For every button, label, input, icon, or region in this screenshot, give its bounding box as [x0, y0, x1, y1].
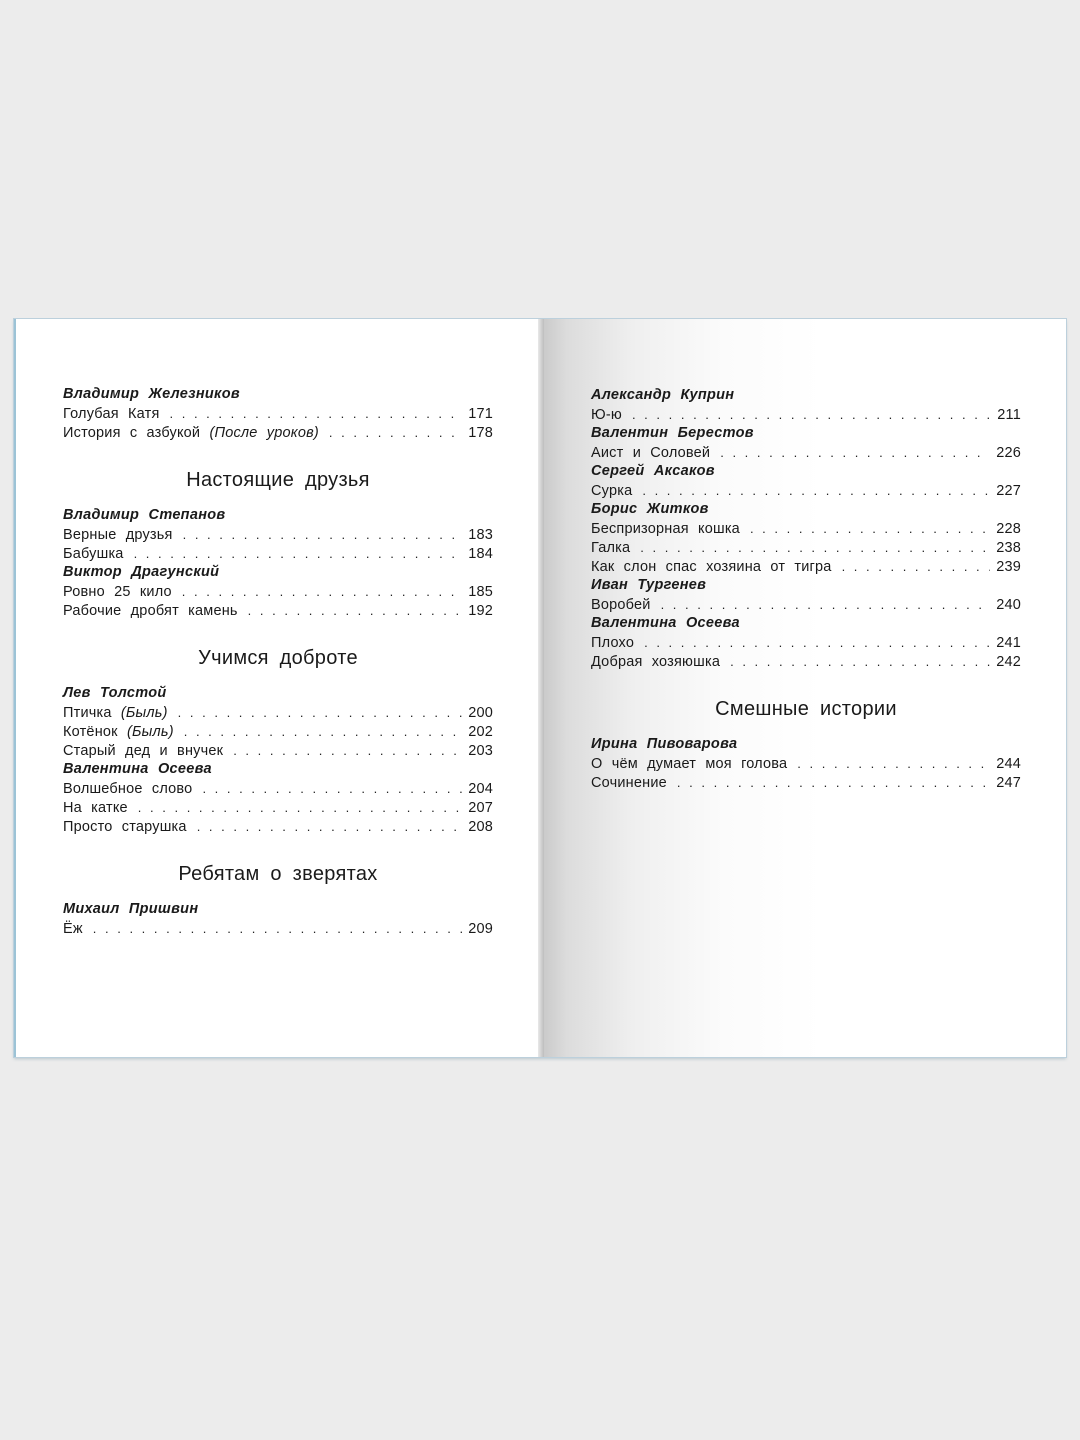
- toc-entry: [63, 544, 493, 563]
- entry-title: Волшебное слово: [63, 781, 193, 797]
- entry-title: Старый дед и внучек: [63, 743, 224, 759]
- toc-group: [63, 760, 493, 836]
- toc-entry: [591, 481, 1021, 500]
- leader-dots: [661, 595, 991, 614]
- author-name: Борис Житков: [591, 501, 709, 517]
- entry-title: Верные друзья: [63, 527, 173, 543]
- page-number: 226: [996, 445, 1021, 461]
- leader-dots: [640, 538, 990, 557]
- entry-title: Просто старушка: [63, 819, 187, 835]
- page-number: 185: [468, 584, 493, 600]
- leader-dots: [138, 798, 462, 817]
- entry-title: Ёж: [63, 921, 83, 937]
- author-name: Сергей Аксаков: [591, 463, 715, 479]
- author-name: Валентина Осеева: [63, 761, 212, 777]
- leader-dots: [197, 817, 463, 836]
- leader-dots: [93, 919, 462, 938]
- entry-title: О чём думает моя голова: [591, 756, 788, 772]
- entry-title: Сочинение: [591, 775, 667, 791]
- toc-group: [591, 614, 1021, 671]
- leader-dots: [178, 703, 463, 722]
- page-number: 200: [468, 705, 493, 721]
- entry-title: На катке: [63, 800, 128, 816]
- author-name: Виктор Драгунский: [63, 564, 220, 580]
- page-number: 239: [996, 559, 1021, 575]
- page-number: 203: [468, 743, 493, 759]
- leader-dots: [134, 544, 463, 563]
- page-number: 241: [996, 635, 1021, 651]
- page-number: 240: [996, 597, 1021, 613]
- page-number: 171: [468, 406, 493, 422]
- toc-entry: [591, 652, 1021, 671]
- leader-dots: [720, 443, 990, 462]
- toc-group: [63, 506, 493, 563]
- page-number: 211: [997, 407, 1021, 423]
- entry-title: Ровно 25 кило: [63, 584, 172, 600]
- page-number: 238: [996, 540, 1021, 556]
- toc-entry: [591, 595, 1021, 614]
- entry-title: Как слон спас хозяина от тигра: [591, 559, 832, 575]
- toc-group: [63, 563, 493, 620]
- toc-entry: [591, 443, 1021, 462]
- author-name: Валентин Берестов: [591, 425, 754, 441]
- toc-entry: [63, 722, 493, 741]
- right-toc-column: [591, 386, 1021, 792]
- author-name: Михаил Пришвин: [63, 901, 199, 917]
- page-number: 247: [996, 775, 1021, 791]
- author-name: Иван Тургенев: [591, 577, 707, 593]
- leader-dots: [730, 652, 990, 671]
- entry-title: Добрая хозяюшка: [591, 654, 721, 670]
- toc-group: [63, 900, 493, 938]
- toc-entry: [63, 919, 493, 938]
- page-number: 202: [468, 724, 493, 740]
- toc-entry: [63, 703, 493, 722]
- toc-entry: [63, 582, 493, 601]
- author-name: Владимир Железников: [63, 386, 240, 402]
- entry-note: (После уроков): [209, 425, 319, 441]
- toc-entry: [63, 817, 493, 836]
- toc-entry: [591, 519, 1021, 538]
- toc-entry: [591, 633, 1021, 652]
- leader-dots: [644, 633, 990, 652]
- leader-dots: [233, 741, 462, 760]
- page-number: 209: [468, 921, 493, 937]
- entry-title: Бабушка: [63, 546, 124, 562]
- toc-group: [63, 684, 493, 760]
- leader-dots: [677, 773, 990, 792]
- entry-title: Ю-ю: [591, 407, 622, 423]
- page-number: 242: [996, 654, 1021, 670]
- leader-dots: [632, 405, 991, 424]
- left-toc-column: [63, 385, 493, 938]
- author-name: Владимир Степанов: [63, 507, 226, 523]
- entry-title: Воробей: [591, 597, 651, 613]
- section-title: Ребятам о зверятах: [178, 863, 378, 885]
- toc-entry: [63, 741, 493, 760]
- page-number: 192: [468, 603, 493, 619]
- leader-dots: [797, 754, 990, 773]
- toc-entry: [63, 404, 493, 423]
- toc-entry: [63, 601, 493, 620]
- toc-group: [591, 576, 1021, 614]
- entry-note: (Быль): [126, 724, 174, 740]
- entry-title: Птичка: [63, 705, 112, 721]
- entry-title: Рабочие дробят камень: [63, 603, 238, 619]
- page-number: 227: [996, 483, 1021, 499]
- toc-entry: [591, 773, 1021, 792]
- author-name: Валентина Осеева: [591, 615, 740, 631]
- author-name: Александр Куприн: [591, 387, 735, 403]
- toc-group: [591, 735, 1021, 792]
- page-number: 184: [468, 546, 493, 562]
- toc-entry: [63, 423, 493, 442]
- toc-group: [63, 385, 493, 442]
- page-number: 178: [468, 425, 493, 441]
- leader-dots: [842, 557, 991, 576]
- page-number: 244: [996, 756, 1021, 772]
- author-name: Лев Толстой: [63, 685, 167, 701]
- entry-title: Сурка: [591, 483, 633, 499]
- author-name: Ирина Пивоварова: [591, 736, 738, 752]
- entry-title: История с азбукой: [63, 425, 201, 441]
- toc-entry: [63, 798, 493, 817]
- leader-dots: [182, 582, 462, 601]
- entry-title: Котёнок: [63, 724, 118, 740]
- page-number: 208: [468, 819, 493, 835]
- page-number: 228: [996, 521, 1021, 537]
- leader-dots: [750, 519, 990, 538]
- entry-title: Голубая Катя: [63, 406, 160, 422]
- toc-group: [591, 424, 1021, 462]
- leader-dots: [642, 481, 990, 500]
- leader-dots: [170, 404, 463, 423]
- page-number: 183: [468, 527, 493, 543]
- leader-dots: [184, 722, 462, 741]
- toc-entry: [591, 754, 1021, 773]
- toc-entry: [591, 405, 1021, 424]
- section-title: Учимся доброте: [198, 647, 358, 669]
- page-number: 207: [468, 800, 493, 816]
- entry-title: Аист и Соловей: [591, 445, 711, 461]
- leader-dots: [183, 525, 463, 544]
- toc-group: [591, 386, 1021, 424]
- leader-dots: [329, 423, 462, 442]
- section-title: Настоящие друзья: [186, 469, 370, 491]
- toc-entry: [591, 538, 1021, 557]
- book-gutter: [538, 319, 544, 1057]
- leader-dots: [248, 601, 463, 620]
- entry-title: Плохо: [591, 635, 635, 651]
- entry-title: Беспризорная кошка: [591, 521, 740, 537]
- toc-entry: [63, 525, 493, 544]
- section-title: Смешные истории: [715, 698, 897, 720]
- page-number: 204: [468, 781, 493, 797]
- toc-group: [591, 462, 1021, 500]
- toc-entry: [63, 779, 493, 798]
- entry-title: Галка: [591, 540, 631, 556]
- toc-entry: [591, 557, 1021, 576]
- entry-note: (Быль): [120, 705, 168, 721]
- leader-dots: [202, 779, 462, 798]
- toc-group: [591, 500, 1021, 576]
